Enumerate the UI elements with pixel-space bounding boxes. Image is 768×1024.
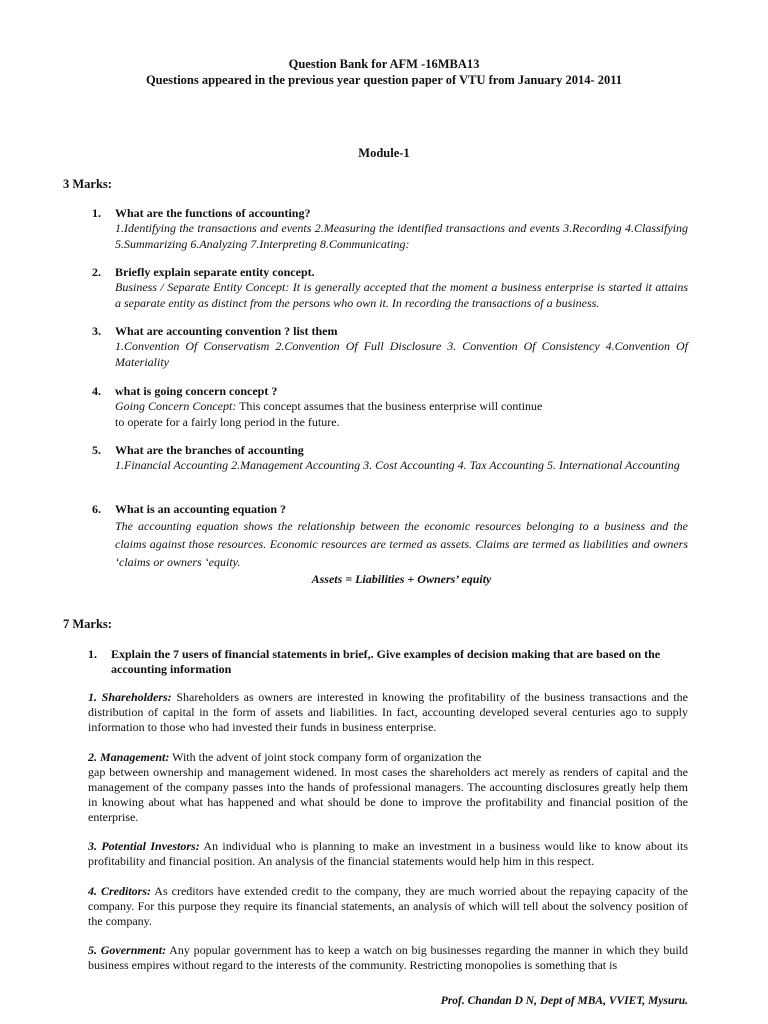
question-number: 4. — [92, 384, 101, 398]
question-text: What are the branches of accounting — [115, 443, 304, 457]
question-item — [88, 647, 688, 677]
question-text: What is an accounting equation ? — [115, 502, 287, 516]
answer-lead: Going Concern Concept: — [115, 399, 237, 413]
question-number: 6. — [92, 502, 101, 516]
question-number: 2. — [92, 265, 101, 279]
paragraph-lead: 5. Government: — [88, 943, 167, 957]
accounting-equation: Assets = Liabilities + Owners’ equity — [311, 572, 492, 586]
module-heading: Module-1 — [358, 146, 410, 160]
paragraph-government — [88, 943, 688, 973]
paragraph-text: Any popular government has to keep a watch on big businesses regarding the manner in which they build business empires without regard to the interests of the community. Restricting monopolies is something that is — [88, 943, 689, 972]
paragraph-lead: 1. Shareholders: — [88, 690, 172, 704]
question-item — [92, 502, 688, 587]
paragraph-text: As creditors have extended credit to the company, they are much worried about the repaying capacity of the company. For this purpose they require its financial statements, an analysis of which will tell about the solvency position of the company. — [88, 884, 688, 928]
paragraph-lead: 2. Management: — [88, 750, 170, 764]
question-text: Briefly explain separate entity concept. — [115, 265, 315, 279]
question-number: 3. — [92, 324, 101, 338]
question-text: Explain the 7 users of financial statements in brief,. Give examples of decision making that are based on the accounting information — [111, 647, 661, 676]
question-text: What are the functions of accounting? — [115, 206, 311, 220]
question-text: what is going concern concept ? — [115, 384, 278, 398]
answer-line-1: This concept assumes that the business enterprise will continue — [236, 399, 543, 413]
section-heading-7-marks: 7 Marks: — [63, 617, 112, 631]
answer-line-2: to operate for a fairly long period in the future. — [115, 414, 340, 429]
answer-text: 1.Identifying the transactions and events 2.Measuring the identified transactions and events 3.Recording 4.Classifying 5.Summarizing 6.Analyzing 7.Interpreting 8.Communicating: — [115, 221, 688, 251]
paragraph-shareholders — [88, 690, 688, 735]
question-item — [92, 443, 688, 474]
question-item — [92, 384, 688, 430]
page-footer-author: Prof. Chandan D N, Dept of MBA, VVIET, Mysuru. — [440, 995, 688, 1007]
question-item — [92, 324, 688, 370]
document-title: Question Bank for AFM -16MBA13 — [288, 57, 480, 71]
paragraph-management — [88, 750, 688, 825]
paragraph-text-line1: With the advent of joint stock company form of organization the — [169, 750, 482, 764]
answer-text: 1.Convention Of Conservatism 2.Convention Of Full Disclosure 3. Convention Of Consistency 4.Convention Of Materiality — [115, 339, 688, 369]
question-item — [92, 265, 688, 311]
answer-text: Business / Separate Entity Concept: It is generally accepted that the moment a business enterprise is started it attains a separate entity as distinct from the persons who own it. In recording the transactions of a business. — [115, 280, 688, 310]
answer-text: 1.Financial Accounting 2.Management Accounting 3. Cost Accounting 4. Tax Accounting 5. International Accounting — [115, 458, 680, 472]
paragraph-potential-investors — [88, 839, 688, 869]
paragraph-creditors — [88, 884, 688, 929]
paragraph-lead: 4. Creditors: — [88, 884, 151, 898]
section-heading-3-marks: 3 Marks: — [63, 177, 112, 191]
paragraph-text: Shareholders as owners are interested in knowing the profitability of the business transactions and the distribution of capital in the form of assets and liabilities. In fact, accounting developed several centuries ago to supply information to those who had invested their funds in business enterprise. — [88, 690, 688, 734]
paragraph-lead: 3. Potential Investors: — [88, 839, 200, 853]
question-text: What are accounting convention ? list them — [115, 324, 338, 338]
question-item — [92, 206, 688, 252]
answer-text: The accounting equation shows the relationship between the economic resources belonging to a business and the claims against those resources. Economic resources are termed as assets. Claims are termed as liabilities and owners ‘claims or owners ‘equity. — [115, 519, 688, 569]
question-number: 1. — [88, 647, 97, 661]
paragraph-text: gap between ownership and management widened. In most cases the shareholders act merely as renders of capital and the management of the company passes into the hands of professional managers. The accounting disclosures greatly help them in knowing about what has happened and what should be done to improve the profitability and financial position of the enterprise. — [88, 765, 688, 824]
question-number: 5. — [92, 443, 101, 457]
document-subtitle: Questions appeared in the previous year question paper of VTU from January 2014- 2011 — [145, 73, 623, 87]
paragraph-text: An individual who is planning to make an investment in a business would like to know about its profitability and financial position. An analysis of the financial statements would help him in this respect. — [88, 839, 688, 868]
answer-text — [115, 399, 688, 430]
question-number: 1. — [92, 206, 101, 220]
